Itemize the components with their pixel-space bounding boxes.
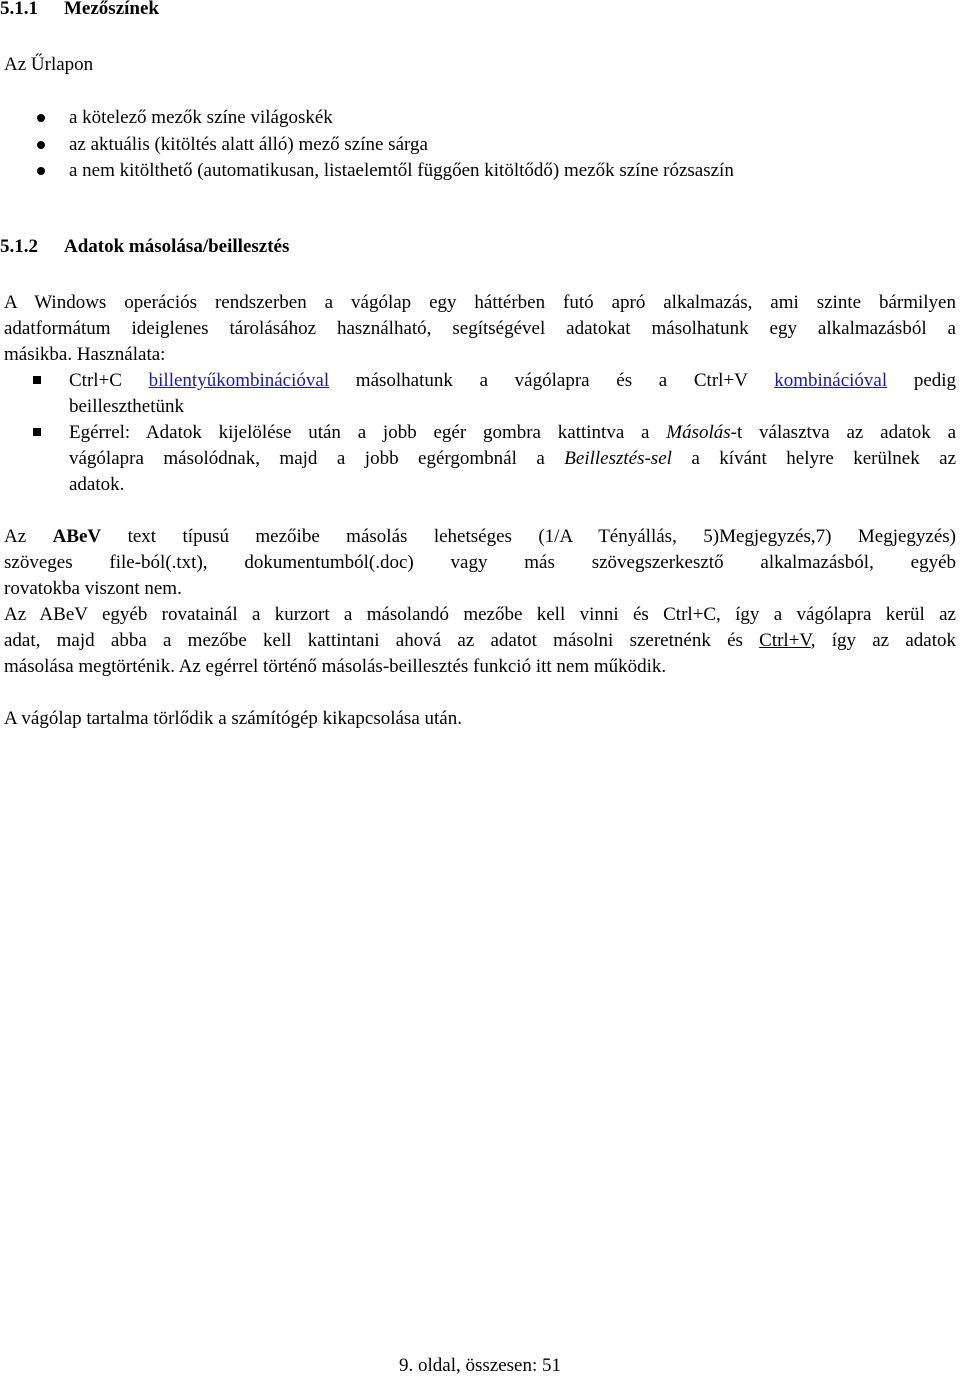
text-span: -t választva az adatok a — [730, 422, 957, 443]
list-item: az aktuális (kitöltés alatt álló) mező színe sárga — [69, 134, 428, 155]
section-number: 5.1.1 — [0, 0, 38, 19]
text-span: Egérrel: Adatok kijelölése után a jobb egér gombra kattintva a — [69, 422, 650, 443]
intro-text: Az Űrlapon — [4, 54, 94, 75]
paragraph-line: másolása megtörténik. Az egérrel történő másolás-beillesztés funkció itt nem működik. — [4, 656, 667, 677]
section-title: Mezőszínek — [64, 0, 159, 19]
bullet-icon — [37, 141, 45, 149]
italic-text: Beillesztés-sel — [564, 448, 672, 469]
text-span: a kívánt helyre kerülnek az — [691, 448, 957, 469]
list-item-line — [69, 422, 956, 444]
section-heading-2 — [0, 236, 289, 258]
list-item-line: adatok. — [69, 474, 125, 495]
square-bullet-icon — [33, 376, 41, 384]
text-span: Az — [4, 526, 27, 547]
paragraph-line: másikba. Használata: — [4, 344, 166, 365]
paragraph-line: szöveges file-ból(.txt), dokumentumból(.doc) vagy más szövegszerkesztő alkalmazásból, egyéb — [4, 552, 956, 573]
paragraph-line: A Windows operációs rendszerben a vágólap egy háttérben futó apró alkalmazás, ami szinte bármilyen — [4, 292, 956, 313]
section-number: 5.1.2 — [0, 236, 38, 257]
list-item-line — [69, 370, 956, 392]
bold-text: ABeV — [52, 526, 102, 547]
list-item-line — [69, 448, 956, 470]
text-span: vágólapra másolódnak, majd a jobb egérgombnál a — [69, 448, 545, 469]
text-span: adat, majd abba a mezőbe kell kattintani ahová az adatot másolni szeretnénk és — [4, 630, 743, 651]
bullet-icon — [37, 114, 45, 122]
square-bullet-icon — [33, 428, 41, 436]
paragraph-line: A vágólap tartalma törlődik a számítógép kikapcsolása után. — [4, 708, 462, 729]
text-span: , így az adatok — [810, 630, 956, 651]
underlined-text: Ctrl+V — [759, 630, 811, 651]
link-billentyukombinacioval[interactable]: billentyűkombinációval — [148, 370, 330, 391]
paragraph-line: rovatokba viszont nem. — [4, 578, 182, 599]
page-footer: 9. oldal, összesen: 51 — [398, 1355, 561, 1376]
text-span: pedig — [913, 370, 957, 391]
bullet-icon — [37, 167, 45, 175]
paragraph-line: adatformátum ideiglenes tárolásához használható, segítségével adatokat másolhatunk egy alkalmazásból a — [4, 318, 956, 339]
section-heading-1 — [0, 0, 159, 20]
paragraph-line — [4, 526, 956, 548]
list-item: a nem kitölthető (automatikusan, listaelemtől függően kitöltődő) mezők színe rózsaszín — [69, 160, 734, 181]
link-kombinacioval[interactable]: kombinációval — [774, 370, 888, 391]
list-item: a kötelező mezők színe világoskék — [69, 107, 333, 128]
section-title: Adatok másolása/beillesztés — [64, 236, 290, 257]
text-span: text típusú mezőibe másolás lehetséges (1/A Tényállás, 5)Megjegyzés,7) Megjegyzés) — [127, 526, 957, 547]
paragraph-line — [4, 630, 956, 652]
paragraph-line: Az ABeV egyéb rovatainál a kurzort a másolandó mezőbe kell vinni és Ctrl+C, így a vágólapra kerül az — [4, 604, 956, 625]
italic-text: Másolás — [666, 422, 731, 443]
text-span: Ctrl+C — [69, 370, 122, 391]
list-item-line: beilleszthetünk — [69, 396, 185, 417]
text-span: másolhatunk a vágólapra és a Ctrl+V — [355, 370, 748, 391]
